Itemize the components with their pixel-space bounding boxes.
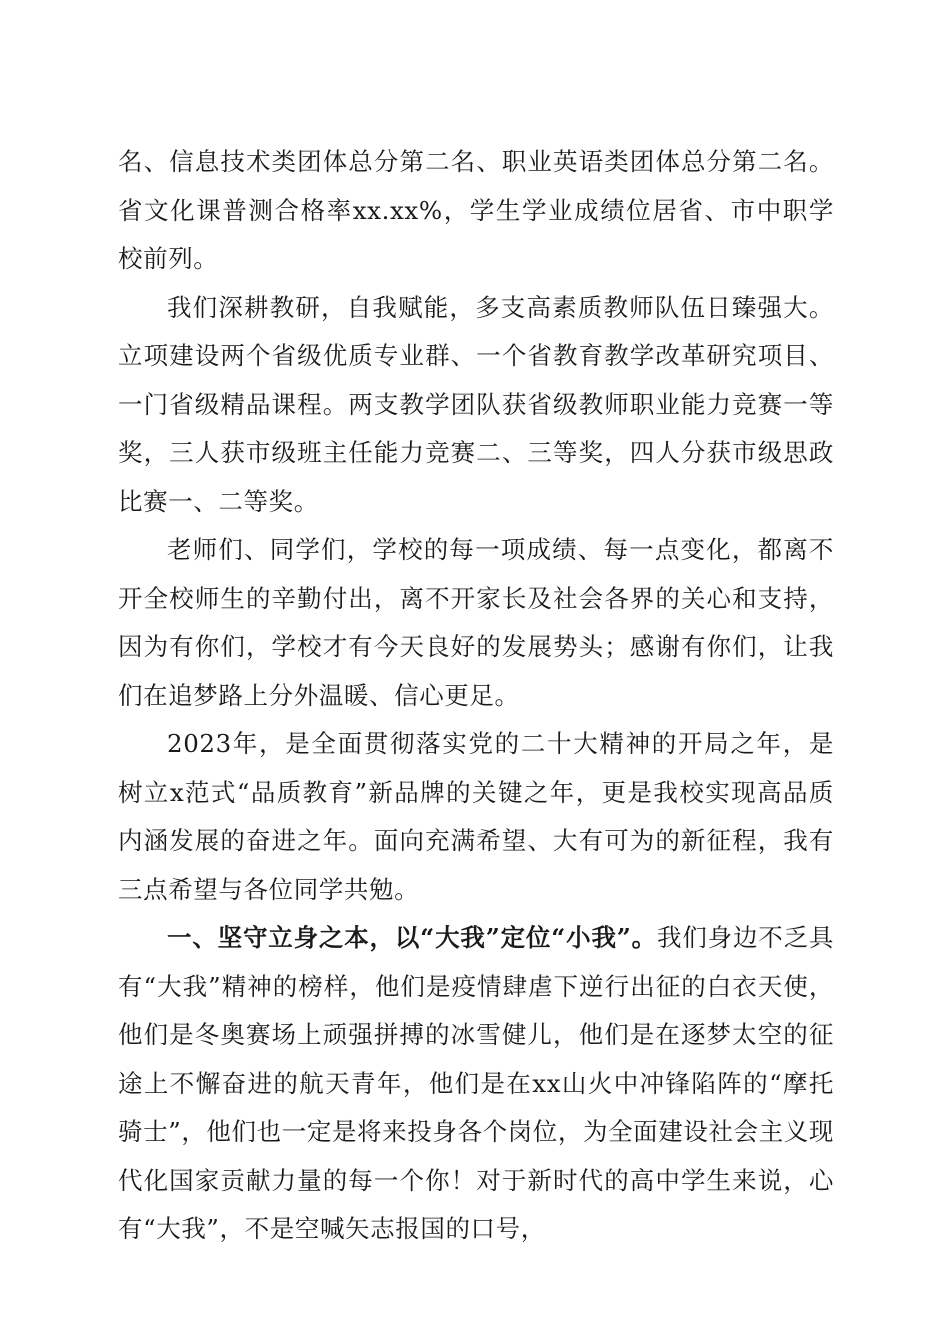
paragraph-text: 我们深耕教研，自我赋能，多支高素质教师队伍日臻强大。立项建设两个省级优质专业群、一个省教育教学改革研究项目、一门省级精品课程。两支教学团队获省级教师职业能力竞赛一等奖，三人获市级班主任能力竞赛二、三等奖，四人分获市级思政比赛一、二等奖。 [118,292,834,516]
paragraph-teaching-research [118,284,834,527]
paragraph-text: 2023年，是全面贯彻落实党的二十大精神的开局之年，是树立x范式“品质教育”新品牌的关键之年，更是我校实现高品质内涵发展的奋进之年。面向充满希望、大有可为的新征程，我有三点希望与各位同学共勉。 [118,729,834,904]
paragraph-achievements-continued [118,138,834,284]
paragraph-text: 名、信息技术类团体总分第二名、职业英语类团体总分第二名。省文化课普测合格率xx.xx%，学生学业成绩位居省、市中职学校前列。 [118,147,834,273]
paragraph-gratitude [118,526,834,720]
document-body [118,138,834,1254]
paragraph-hope-one [118,914,834,1254]
paragraph-text: 老师们、同学们，学校的每一项成绩、每一点变化，都离不开全校师生的辛勤付出，离不开家长及社会各界的关心和支持，因为有你们，学校才有今天良好的发展势头；感谢有你们，让我们在追梦路上分外温暖、信心更足。 [118,535,834,710]
section-heading: 一、坚守立身之本，以“大我”定位“小我”。 [167,923,658,952]
paragraph-text: 我们身边不乏具有“大我”精神的榜样，他们是疫情肆虐下逆行出征的白衣天使，他们是冬奥赛场上顽强拼搏的冰雪健儿，他们是在逐梦太空的征途上不懈奋进的航天青年，他们是在xx山火中冲锋陷阵的“摩托骑士”，他们也一定是将来投身各个岗位，为全面建设社会主义现代化国家贡献力量的每一个你！对于新时代的高中学生来说，心有“大我”，不是空喊矢志报国的口号， [118,923,835,1243]
paragraph-year-2023 [118,720,834,914]
